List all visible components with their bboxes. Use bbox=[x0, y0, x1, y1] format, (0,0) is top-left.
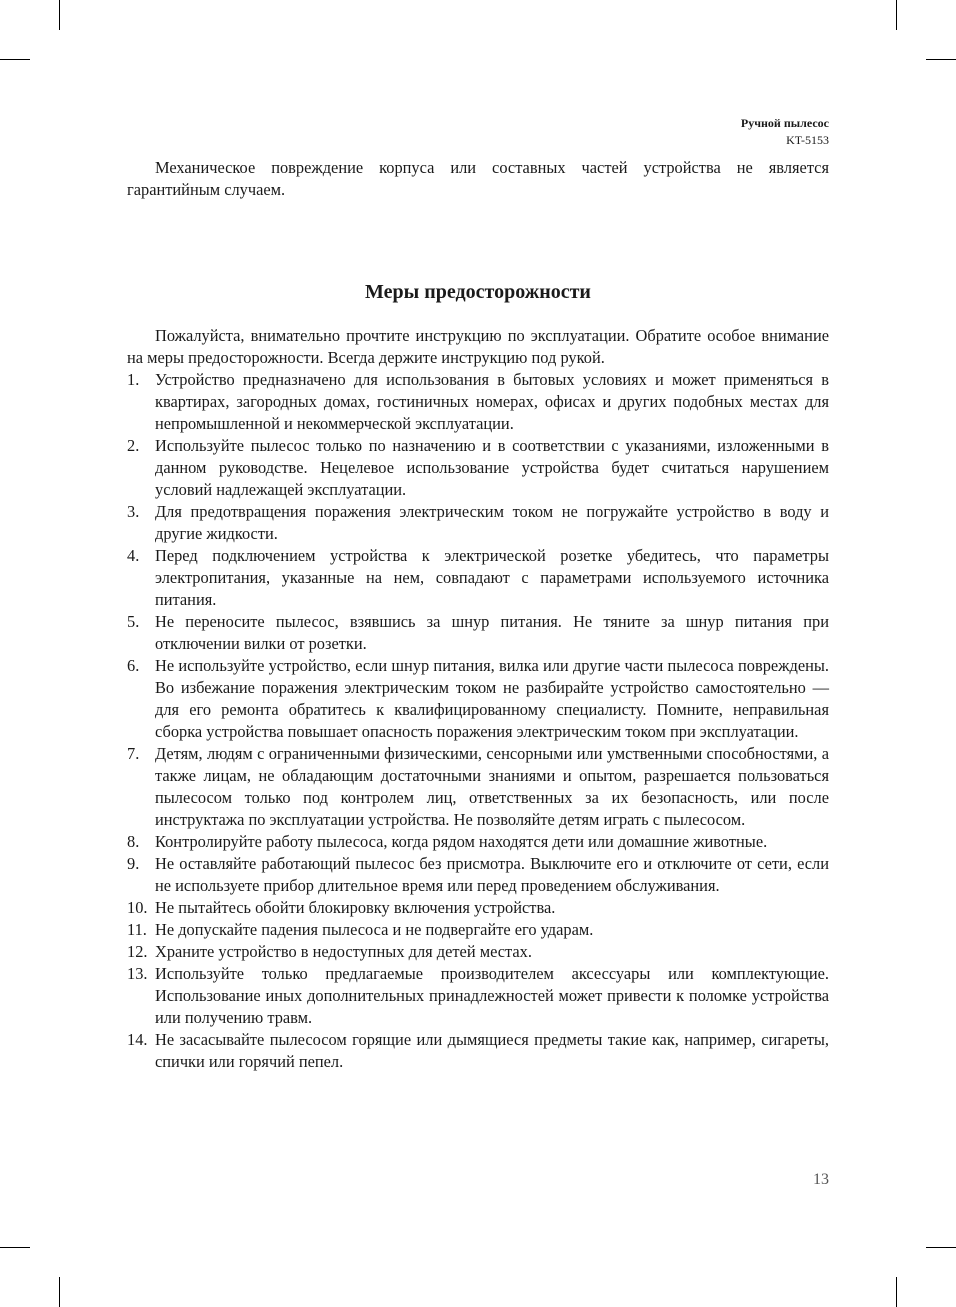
precautions-list bbox=[127, 369, 829, 1073]
list-item bbox=[127, 655, 829, 743]
list-item-text: Контролируйте работу пылесоса, когда рядом находятся дети или домашние животные. bbox=[155, 832, 768, 851]
crop-mark-bottom-left-horizontal bbox=[0, 1247, 30, 1248]
list-item-number: 12. bbox=[127, 942, 148, 961]
list-item-number: 4. bbox=[127, 546, 140, 565]
list-item-text: Не допускайте падения пылесоса и не подвергайте его ударам. bbox=[155, 920, 594, 939]
list-item-number: 8. bbox=[127, 832, 140, 851]
list-item-number: 10. bbox=[127, 898, 148, 917]
list-item bbox=[127, 611, 829, 655]
header-model-number: KT-5153 bbox=[786, 133, 829, 147]
list-item bbox=[127, 963, 829, 1029]
list-item-text: Не переносите пылесос, взявшись за шнур питания. Не тяните за шнур питания при отключении вилки от розетки. bbox=[155, 612, 829, 653]
list-item bbox=[127, 853, 829, 897]
list-item-text: Используйте только предлагаемые производителем аксессуары или комплектующие. Использование иных дополнительных принадлежностей может привести к поломке устройства или получению травм. bbox=[155, 964, 829, 1027]
list-item-number: 7. bbox=[127, 744, 140, 763]
list-item-text: Устройство предназначено для использования в бытовых условиях и может применяться в квартирах, загородных домах, гостиничных номерах, офисах и других подобных местах для непромышленной и некоммерческой эксплуатации. bbox=[155, 370, 829, 433]
list-item bbox=[127, 1029, 829, 1073]
list-item bbox=[127, 897, 829, 919]
list-item bbox=[127, 919, 829, 941]
list-item bbox=[127, 545, 829, 611]
list-item-text: Перед подключением устройства к электрической розетке убедитесь, что параметры электропитания, указанные на нем, совпадают с параметрами используемого источника питания. bbox=[155, 546, 829, 609]
section-title: Меры предосторожности bbox=[365, 281, 591, 303]
list-item-number: 9. bbox=[127, 854, 140, 873]
list-item-number: 11. bbox=[127, 920, 147, 939]
list-item-number: 2. bbox=[127, 436, 140, 455]
crop-mark-bottom-right-vertical bbox=[896, 1277, 897, 1307]
crop-mark-top-right-horizontal bbox=[926, 59, 956, 60]
list-item-number: 5. bbox=[127, 612, 140, 631]
list-item-number: 14. bbox=[127, 1030, 148, 1049]
crop-mark-top-right-vertical bbox=[896, 0, 897, 30]
list-item-text: Не оставляйте работающий пылесос без присмотра. Выключите его и отключите от сети, если не используете прибор длительное время или перед проведением обслуживания. bbox=[155, 854, 829, 895]
list-item bbox=[127, 369, 829, 435]
list-item bbox=[127, 435, 829, 501]
page-content bbox=[127, 157, 829, 1073]
list-item-text: Не используйте устройство, если шнур питания, вилка или другие части пылесоса повреждены. Во избежание поражения электрическим током не разбирайте устройство самостоятельно — для его ремонта обратитесь к квалифицированному специалисту. Помните, неправильная сборка устройства повышает опасность поражения электрическим током при эксплуатации. bbox=[155, 656, 829, 741]
intro-paragraph: Механическое повреждение корпуса или составных частей устройства не является гарантийным случаем. bbox=[127, 158, 829, 199]
list-item-number: 3. bbox=[127, 502, 140, 521]
running-header bbox=[741, 115, 829, 149]
list-item-number: 1. bbox=[127, 370, 140, 389]
list-item-text: Храните устройство в недоступных для детей местах. bbox=[155, 942, 532, 961]
list-item bbox=[127, 941, 829, 963]
list-item-text: Не засасывайте пылесосом горящие или дымящиеся предметы такие как, например, сигареты, спички или горячий пепел. bbox=[155, 1030, 829, 1071]
list-item-text: Для предотвращения поражения электрическим током не погружайте устройство в воду и другие жидкости. bbox=[155, 502, 829, 543]
crop-mark-bottom-right-horizontal bbox=[926, 1247, 956, 1248]
header-product-title: Ручной пылесос bbox=[740, 116, 829, 130]
list-item-number: 13. bbox=[127, 964, 148, 983]
list-item-text: Детям, людям с ограниченными физическими, сенсорными или умственными способностями, а также лицам, не обладающим достаточными знаниями и опытом, разрешается пользоваться пылесосом только под контролем лиц, ответственных за их безопасность, или после инструктажа по эксплуатации устройства. Не позволяйте детям играть с пылесосом. bbox=[155, 744, 829, 829]
page-number: 13 bbox=[813, 1171, 829, 1188]
crop-mark-top-left-horizontal bbox=[0, 59, 30, 60]
list-item bbox=[127, 501, 829, 545]
list-item bbox=[127, 743, 829, 831]
list-item-text: Используйте пылесос только по назначению и в соответствии с указаниями, изложенными в данном руководстве. Нецелевое использование устройства будет считаться нарушением условий надлежащей эксплуатации. bbox=[155, 436, 829, 499]
list-item-number: 6. bbox=[127, 656, 140, 675]
section-lead-paragraph: Пожалуйста, внимательно прочтите инструкцию по эксплуатации. Обратите особое внимание на меры предосторожности. Всегда держите инструкцию под рукой. bbox=[127, 326, 829, 367]
crop-mark-bottom-left-vertical bbox=[59, 1277, 60, 1307]
list-item-text: Не пытайтесь обойти блокировку включения устройства. bbox=[155, 898, 556, 917]
list-item bbox=[127, 831, 829, 853]
crop-mark-top-left-vertical bbox=[59, 0, 60, 30]
